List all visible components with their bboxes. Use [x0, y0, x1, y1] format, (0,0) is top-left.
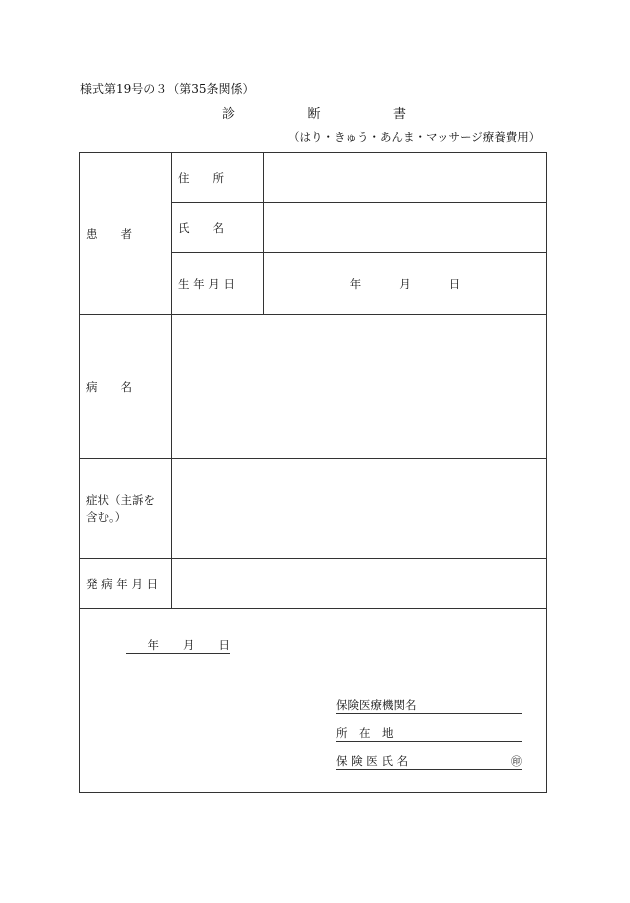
institution-label: 保険医療機関名 — [336, 698, 417, 712]
sign-year-unit: 年 — [147, 638, 159, 652]
signature-date-field[interactable] — [126, 637, 230, 654]
seal-mark: ㊞ — [511, 755, 522, 768]
sign-month-unit: 月 — [183, 638, 195, 652]
document-title — [222, 103, 406, 122]
location-label: 所 在 地 — [336, 726, 394, 740]
symptoms-field[interactable] — [172, 459, 547, 559]
birthdate-label-cell — [172, 253, 264, 315]
form-number: 様式第19号の３（第35条関係） — [80, 82, 255, 96]
sign-day-unit: 日 — [218, 638, 230, 652]
address-label: 住 所 — [178, 170, 224, 185]
location-field[interactable] — [336, 725, 522, 742]
onset-label: 発 病 年 月 日 — [86, 576, 159, 591]
birth-day-unit: 日 — [448, 276, 461, 291]
title-char-2: 断 — [307, 107, 321, 122]
disease-field[interactable] — [172, 315, 547, 459]
patient-label: 患 者 — [86, 226, 132, 241]
onset-label-cell — [80, 559, 172, 609]
birth-year-unit: 年 — [349, 276, 362, 291]
disease-label: 病 名 — [86, 379, 132, 394]
symptoms-label: 症状（主訴を含む。） — [86, 492, 155, 524]
birthdate-label: 生 年 月 日 — [178, 276, 235, 291]
disease-label-cell — [80, 315, 172, 459]
onset-field[interactable] — [172, 559, 547, 609]
name-field[interactable] — [264, 203, 547, 253]
name-label-cell — [172, 203, 264, 253]
diagnosis-form-table — [79, 152, 547, 793]
document-subtitle: （はり・きゅう・あんま・マッサージ療養費用） — [288, 130, 541, 144]
title-char-3: 書 — [392, 107, 406, 122]
name-label: 氏 名 — [178, 220, 224, 235]
symptoms-label-cell — [80, 459, 172, 559]
address-field[interactable] — [264, 153, 547, 203]
address-label-cell — [172, 153, 264, 203]
institution-name-field[interactable] — [336, 697, 522, 714]
birthdate-field[interactable] — [264, 253, 547, 315]
doctor-label: 保 険 医 氏 名 — [336, 754, 409, 768]
doctor-name-field[interactable] — [336, 753, 522, 770]
birth-month-unit: 月 — [399, 276, 411, 291]
patient-section-label — [80, 153, 172, 315]
title-char-1: 診 — [222, 107, 236, 122]
signature-section — [80, 609, 547, 793]
